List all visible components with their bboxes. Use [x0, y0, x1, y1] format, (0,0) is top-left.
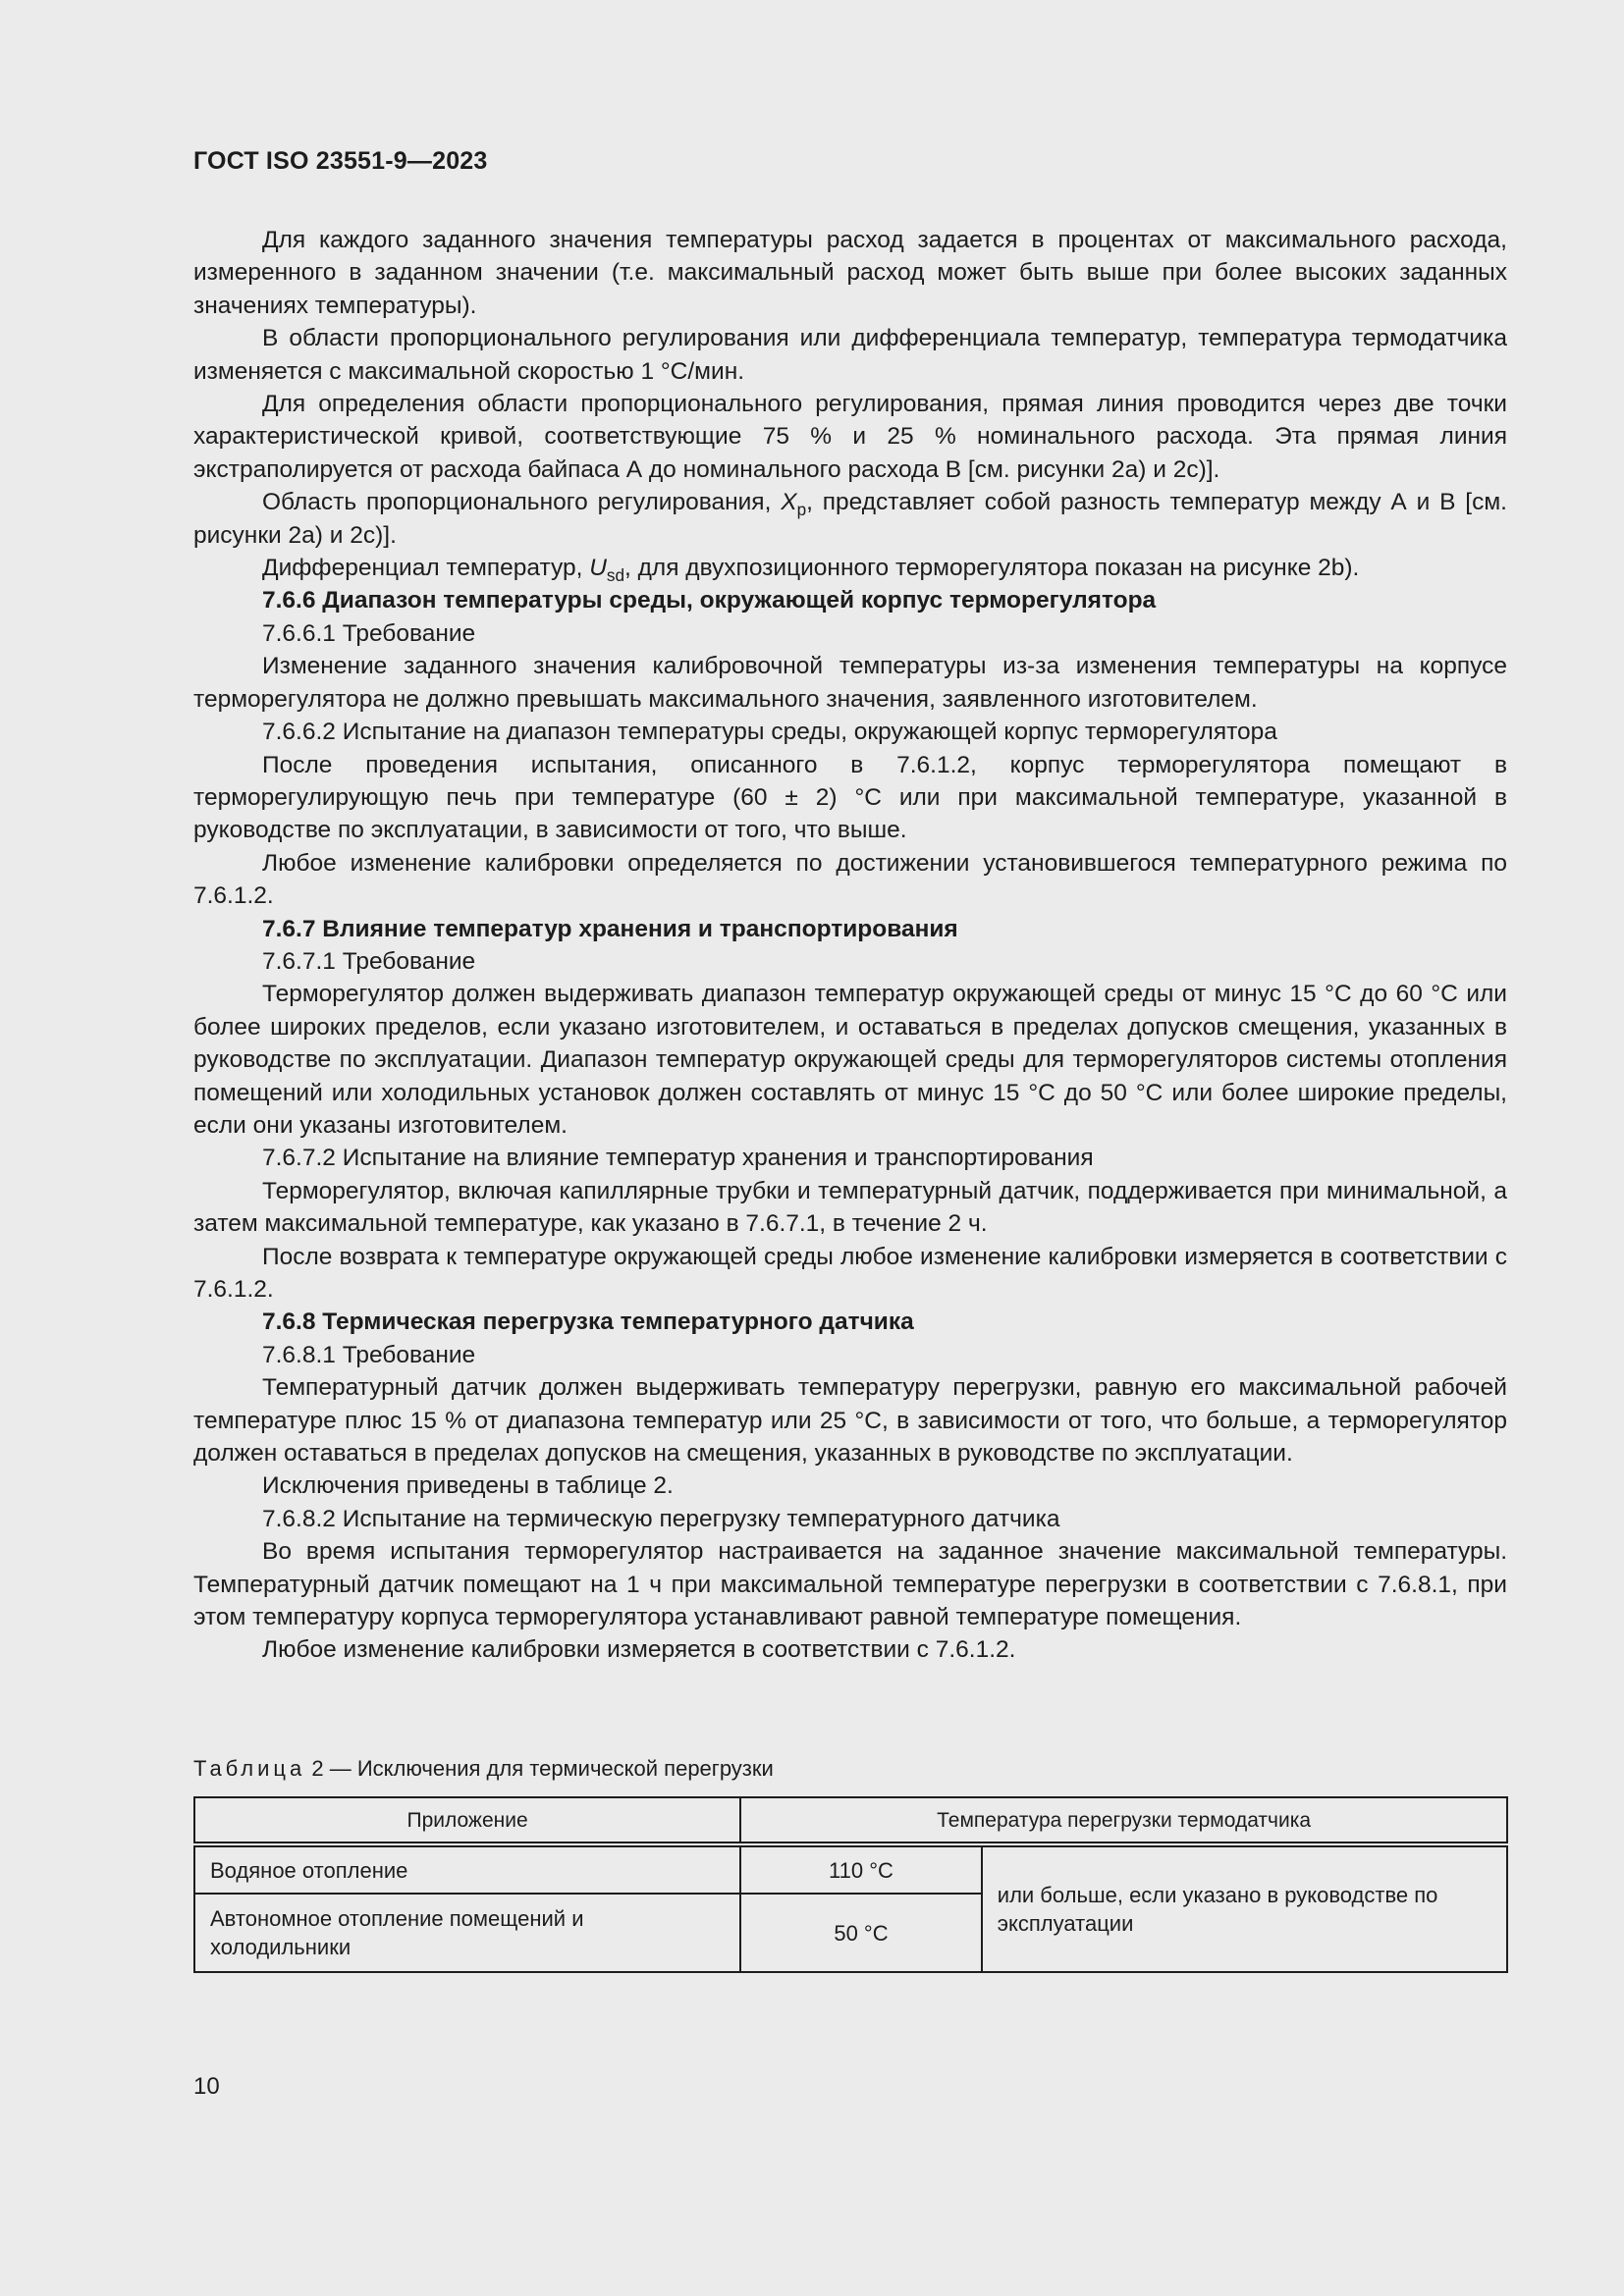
paragraph: Для определения области пропорционального регулирования, прямая линия проводится через две точки характеристической кривой, соответствующие 75 % и 25 % номинального расхода. Эта прямая линия экстраполируется от расхода байпаса А до номинального расхода В [см. рисунки 2а) и 2с)].	[193, 391, 1507, 483]
table-caption-text: 2 — Исключения для термической перегрузки	[311, 1756, 774, 1781]
symbol-subscript: sd	[606, 565, 624, 586]
subsection-heading: 7.6.6.1 Требование	[262, 619, 476, 647]
paragraph: В области пропорционального регулирования или дифференциала температур, температура термодатчика изменяется с максимальной скоростью 1 °С/мин.	[193, 325, 1507, 385]
paragraph: Исключения приведены в таблице 2.	[262, 1472, 674, 1500]
paragraph-usd	[193, 552, 1507, 584]
section-heading: 7.6.7 Влияние температур хранения и транспортирования	[262, 915, 958, 942]
paragraph: После проведения испытания, описанного в 7.6.1.2, корпус терморегулятора помещают в терморегулирующую печь при температуре (60 ± 2) °С или при максимальной температуре, указанной в руководстве по эксплуатации, в зависимости от того, что выше.	[193, 751, 1507, 844]
document-body	[193, 224, 1507, 1667]
subsection-heading: 7.6.8.1 Требование	[262, 1341, 476, 1368]
table-cell: Водяное отопление	[194, 1844, 740, 1894]
table-header-row	[194, 1797, 1507, 1844]
paragraph-xp	[193, 486, 1507, 552]
paragraph: Изменение заданного значения калибровочной температуры из-за изменения температуры на корпусе терморегулятора не должно превышать максимального значения, заявленного изготовителем.	[193, 653, 1507, 713]
table-cell: Автономное отопление помещений и холодильники	[194, 1894, 740, 1972]
paragraph: Для каждого заданного значения температуры расход задается в процентах от максимального расхода, измеренного в заданном значении (т.е. максимальный расход может быть выше при более высоких заданных значениях температуры).	[193, 227, 1507, 319]
table-header-cell: Приложение	[194, 1797, 740, 1844]
document-header: ГОСТ ISO 23551-9—2023	[193, 147, 488, 175]
paragraph: Терморегулятор должен выдерживать диапазон температур окружающей среды от минус 15 °С до 60 °С или более широких пределов, если указано изготовителем, и оставаться в пределах допусков смещения, указанных в руководстве по эксплуатации. Диапазон температур окружающей среды для терморегуляторов системы отопления помещений или холодильных установок должен составлять от минус 15 °С до 50 °С или более широкие пределы, если они указаны изготовителем.	[193, 981, 1507, 1139]
text-run: Дифференциал температур,	[262, 555, 590, 582]
paragraph: Температурный датчик должен выдерживать температуру перегрузки, равную его максимальной рабочей температуре плюс 15 % от диапазона температур или 25 °С, в зависимости от того, что больше, а терморегулятор должен оставаться в пределах допусков на смещения, указанных в руководстве по эксплуатации.	[193, 1374, 1507, 1468]
table-header-cell: Температура перегрузки термодатчика	[740, 1797, 1507, 1844]
paragraph: Терморегулятор, включая капиллярные трубки и температурный датчик, поддерживается при минимальной, а затем максимальной температуре, как указано в 7.6.7.1, в течение 2 ч.	[193, 1177, 1507, 1238]
subsection-heading: 7.6.6.2 Испытание на диапазон температуры среды, окружающей корпус терморегулятора	[262, 719, 1277, 746]
subsection-heading: 7.6.7.1 Требование	[262, 947, 476, 975]
symbol-x: X	[781, 489, 797, 516]
text-run: , для двухпозиционного терморегулятора показан на рисунке 2b).	[624, 555, 1360, 582]
paragraph: Любое изменение калибровки определяется по достижении установившегося температурного режима по 7.6.1.2.	[193, 849, 1507, 910]
paragraph: Во время испытания терморегулятор настраивается на заданное значение максимальной температуры. Температурный датчик помещают на 1 ч при максимальной температуре перегрузки в соответствии с 7.6.8.1, при этом температуру корпуса терморегулятора устанавливают равной температуре помещения.	[193, 1538, 1507, 1631]
table-caption-label: Таблица	[193, 1756, 306, 1781]
page-number: 10	[193, 2073, 220, 2100]
section-heading: 7.6.8 Термическая перегрузка температурного датчика	[262, 1308, 914, 1336]
subsection-heading: 7.6.7.2 Испытание на влияние температур хранения и транспортирования	[262, 1145, 1094, 1172]
text-run: , представляет собой разность температур между А и В [см. рисунки 2а) и 2с)].	[193, 489, 1507, 549]
table-cell: 110 °С	[740, 1844, 982, 1894]
exceptions-table	[193, 1796, 1508, 1973]
section-heading: 7.6.6 Диапазон температуры среды, окружающей корпус терморегулятора	[262, 587, 1157, 614]
table-cell: 50 °С	[740, 1894, 982, 1972]
text-run: Область пропорционального регулирования,	[262, 489, 782, 516]
subsection-heading: 7.6.8.2 Испытание на термическую перегрузку температурного датчика	[262, 1505, 1060, 1532]
table-row	[194, 1844, 1507, 1894]
table-cell-note: или больше, если указано в руководстве по эксплуатации	[982, 1844, 1507, 1972]
paragraph: После возврата к температуре окружающей среды любое изменение калибровки измеряется в соответствии с 7.6.1.2.	[193, 1243, 1507, 1303]
table-caption	[193, 1754, 774, 1784]
symbol-u: U	[589, 555, 607, 582]
paragraph: Любое изменение калибровки измеряется в соответствии с 7.6.1.2.	[262, 1636, 1016, 1664]
symbol-subscript: p	[796, 500, 807, 520]
